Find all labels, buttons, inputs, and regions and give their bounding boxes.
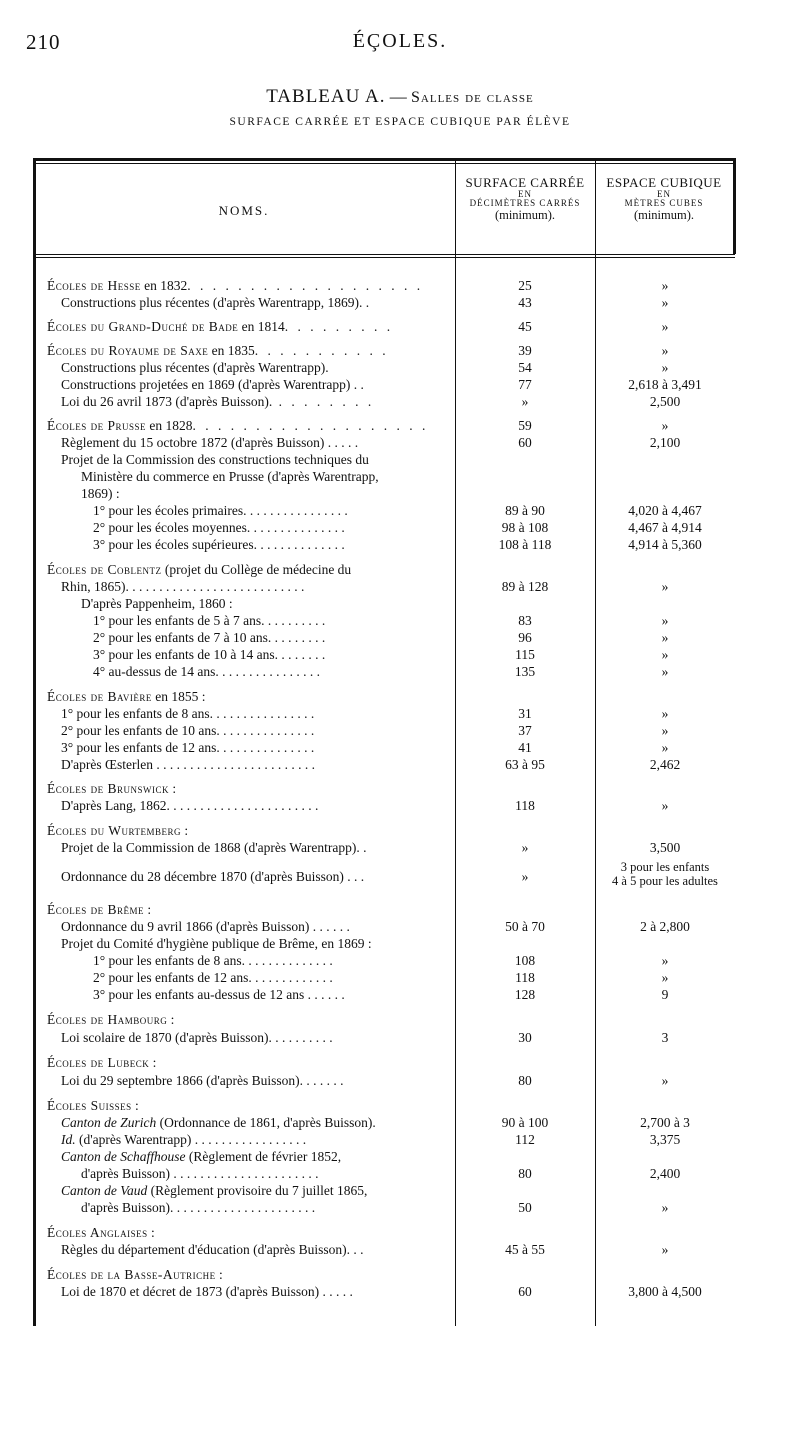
row-text: 2° pour les enfants de 12 ans. . . . . . . . . . . . .	[93, 970, 333, 985]
table-row	[33, 485, 735, 503]
row-italic-label: Id.	[61, 1132, 76, 1147]
table-row	[33, 1097, 735, 1115]
column-header-espace-line3: MÈTRES CUBES	[624, 198, 704, 209]
row-name	[47, 1097, 447, 1115]
header-separator	[33, 254, 735, 255]
row-italic-label: Canton de Schaffhouse	[61, 1149, 186, 1164]
table-row	[33, 612, 735, 630]
column-header-surface-line3: DÉCIMÈTRES CARRÉS	[469, 198, 581, 209]
table-row	[33, 1114, 735, 1132]
espace-value: »	[661, 1200, 669, 1215]
row-name	[81, 485, 447, 503]
row-text: en 1814	[238, 319, 285, 334]
table-row	[33, 1266, 735, 1284]
surface-value: 83	[518, 613, 532, 628]
espace-value: »	[661, 647, 669, 662]
row-text: Constructions plus récentes (d'après Warentrapp).	[61, 360, 329, 375]
header-separator-thin	[33, 257, 735, 258]
table-title-label: TABLEAU A.	[266, 86, 386, 107]
row-heading: Écoles de Bavière	[47, 689, 152, 704]
table-row	[33, 434, 735, 452]
surface-value: 89 à 128	[501, 579, 549, 594]
row-name	[61, 839, 447, 857]
table-caption: SURFACE CARRÉE ET ESPACE CUBIQUE PAR ÉLÈVE	[229, 116, 571, 128]
espace-value: 2 à 2,800	[640, 919, 690, 934]
espace-value-multiline	[595, 860, 735, 888]
surface-value: 43	[518, 295, 532, 310]
surface-value: 63 à 95	[505, 757, 545, 772]
row-name	[61, 918, 447, 936]
row-text: 1° pour les enfants de 8 ans. . . . . . . . . . . . . . . .	[61, 706, 315, 721]
row-text: Ordonnance du 28 décembre 1870 (d'après Buisson) . . .	[61, 869, 365, 884]
column-header-espace-line4: (minimum).	[633, 207, 695, 222]
column-header-surface-line4: (minimum).	[494, 207, 556, 222]
row-heading: Écoles de Brême	[47, 902, 145, 917]
row-name	[47, 561, 447, 579]
row-name	[93, 536, 447, 554]
espace-value: 3,375	[649, 1132, 681, 1147]
surface-value: 98 à 108	[501, 520, 549, 535]
espace-value: »	[661, 798, 669, 813]
row-name	[61, 376, 447, 394]
row-text: 3° pour les enfants de 12 ans. . . . . . . . . . . . . . .	[61, 740, 315, 755]
row-name	[47, 417, 447, 435]
espace-value: 4,467 à 4,914	[628, 520, 702, 535]
row-name	[93, 663, 447, 681]
row-text: 1° pour les enfants de 8 ans. . . . . . . . . . . . . .	[93, 953, 333, 968]
column-header-espace-line1: ESPACE CUBIQUE	[606, 175, 722, 190]
row-text: (Règlement de février 1852,	[185, 1149, 342, 1164]
row-heading: Écoles de Hambourg	[47, 1012, 168, 1027]
column-header-espace-line2: EN	[657, 188, 671, 199]
row-name	[61, 739, 447, 757]
espace-value: »	[661, 295, 669, 310]
row-heading: Écoles de Hesse	[47, 278, 141, 293]
espace-value: 4,914 à 5,360	[628, 537, 702, 552]
row-name	[47, 1011, 447, 1029]
espace-value: »	[661, 278, 669, 293]
surface-value: 135	[514, 664, 536, 679]
espace-value: 2,500	[649, 394, 681, 409]
surface-value: 54	[518, 360, 532, 375]
row-name	[93, 502, 447, 520]
row-text: :	[149, 1055, 157, 1070]
espace-value: »	[661, 418, 669, 433]
row-text: Loi de 1870 et décret de 1873 (d'après Buisson) . . . . .	[61, 1284, 353, 1299]
espace-value: 2,618 à 3,491	[628, 377, 702, 392]
row-name	[47, 1266, 447, 1284]
surface-value: 50 à 70	[505, 919, 545, 934]
espace-value-line: 4 à 5 pour les adultes	[612, 874, 718, 888]
surface-value: 89 à 90	[505, 503, 545, 518]
row-name	[61, 359, 447, 377]
row-text: D'après Œsterlen . . . . . . . . . . . . . . . . . . . . . . . .	[61, 757, 316, 772]
row-leader-dots: . . . . . . . . . . .	[254, 343, 389, 358]
row-heading: Écoles Anglaises	[47, 1225, 148, 1240]
table-row	[33, 294, 735, 312]
column-header-surface-line2: EN	[518, 188, 532, 199]
row-name	[61, 578, 447, 596]
row-text: Constructions plus récentes (d'après Warentrapp, 1869). .	[61, 295, 370, 310]
surface-value: 108 à 118	[498, 537, 552, 552]
table-row	[33, 969, 735, 987]
espace-value: »	[661, 970, 669, 985]
espace-value: »	[661, 343, 669, 358]
row-text: D'après Pappenheim, 1860 :	[81, 596, 233, 611]
espace-value: »	[661, 613, 669, 628]
row-name	[61, 393, 447, 411]
row-name	[81, 1199, 447, 1217]
table-row	[33, 629, 735, 647]
row-heading: Écoles de Lubeck	[47, 1055, 150, 1070]
row-text: 2° pour les enfants de 10 ans. . . . . . . . . . . . . . .	[61, 723, 315, 738]
surface-value: 37	[518, 723, 532, 738]
row-name	[93, 612, 447, 630]
table-row	[33, 1131, 735, 1149]
espace-value: 3,800 à 4,500	[628, 1284, 702, 1299]
espace-value: 2,700 à 3	[640, 1115, 690, 1130]
row-text: Rhin, 1865). . . . . . . . . . . . . . . . . . . . . . . . . . .	[61, 579, 305, 594]
row-name	[47, 277, 447, 295]
surface-value: 115	[515, 647, 535, 662]
row-text: d'après Buisson). . . . . . . . . . . . . . . . . . . . . .	[81, 1200, 316, 1215]
table-row	[33, 502, 735, 520]
table-row	[33, 839, 735, 857]
surface-value: 108	[514, 953, 536, 968]
surface-value: 77	[518, 377, 532, 392]
surface-value: 45	[518, 319, 532, 334]
row-name	[61, 1114, 447, 1132]
row-name	[81, 468, 447, 486]
row-name	[47, 318, 447, 336]
row-text: 1° pour les écoles primaires. . . . . . . . . . . . . . . .	[93, 503, 348, 518]
espace-value: »	[661, 723, 669, 738]
table-title	[0, 86, 800, 108]
table-row	[33, 1011, 735, 1029]
surface-value: 30	[518, 1030, 532, 1045]
row-text: Loi du 29 septembre 1866 (d'après Buisson). . . . . . .	[61, 1073, 344, 1088]
row-text: Constructions projetées en 1869 (d'après Warentrapp) . .	[61, 377, 364, 392]
table-row	[33, 688, 735, 706]
row-name	[61, 294, 447, 312]
row-text: Règlement du 15 octobre 1872 (d'après Buisson) . . . . .	[61, 435, 359, 450]
row-text: Projet de la Commission des constructions techniques du	[61, 452, 369, 467]
row-text: (Règlement provisoire du 7 juillet 1865,	[147, 1183, 368, 1198]
row-text: Ordonnance du 9 avril 1866 (d'après Buisson) . . . . . .	[61, 919, 350, 934]
row-text: 2° pour les enfants de 7 à 10 ans. . . . . . . . .	[93, 630, 326, 645]
row-text: en 1855 :	[151, 689, 206, 704]
row-name	[61, 868, 447, 886]
table-row	[33, 663, 735, 681]
espace-value: 3	[661, 1030, 669, 1045]
table-row	[33, 1029, 735, 1047]
surface-value: 41	[518, 740, 532, 755]
row-text: :	[169, 781, 177, 796]
table-row	[33, 376, 735, 394]
row-name	[61, 1072, 447, 1090]
table-row	[33, 739, 735, 757]
row-italic-label: Canton de Zurich	[61, 1115, 157, 1130]
surface-value: 80	[518, 1166, 532, 1181]
surface-value: 59	[518, 418, 532, 433]
table-row	[33, 822, 735, 840]
row-heading: Écoles du Grand-Duché de Bade	[47, 319, 239, 334]
table-top-rule-thin	[33, 163, 735, 164]
table-row	[33, 901, 735, 919]
table-row	[33, 561, 735, 579]
row-heading: Écoles de Coblentz	[47, 562, 162, 577]
table-row	[33, 722, 735, 740]
table-row	[33, 1182, 735, 1200]
row-name	[93, 952, 447, 970]
row-text: D'après Lang, 1862. . . . . . . . . . . . . . . . . . . . . . .	[61, 798, 319, 813]
row-text: 1869) :	[81, 486, 120, 501]
table-row	[33, 536, 735, 554]
table-row	[33, 756, 735, 774]
row-name	[61, 756, 447, 774]
row-text: 3° pour les enfants de 10 à 14 ans. . . . . . . .	[93, 647, 326, 662]
row-name	[93, 519, 447, 537]
row-name	[61, 1029, 447, 1047]
surface-value: 31	[518, 706, 532, 721]
espace-value: »	[661, 630, 669, 645]
table-row	[33, 393, 735, 411]
table-title-dash: —	[389, 87, 407, 106]
table-row	[33, 595, 735, 613]
table-row	[33, 918, 735, 936]
row-text: 2° pour les écoles moyennes. . . . . . . . . . . . . . .	[93, 520, 345, 535]
table-row	[33, 1148, 735, 1166]
row-text: 3° pour les enfants au-dessus de 12 ans . . . . . .	[93, 987, 345, 1002]
espace-value: »	[661, 319, 669, 334]
row-text: Projet du Comité d'hygiène publique de Brême, en 1869 :	[61, 936, 372, 951]
row-name	[93, 629, 447, 647]
row-name	[61, 705, 447, 723]
row-text: en 1832	[140, 278, 188, 293]
row-name	[61, 1283, 447, 1301]
surface-value: 112	[515, 1132, 535, 1147]
espace-value: 2,400	[649, 1166, 681, 1181]
row-name	[47, 901, 447, 919]
row-text: Règles du département d'éducation (d'après Buisson). . .	[61, 1242, 364, 1257]
espace-value: »	[661, 1073, 669, 1088]
table-row	[33, 1165, 735, 1183]
espace-value: »	[661, 1242, 669, 1257]
column-header-surface	[455, 176, 595, 222]
row-text: (Ordonnance de 1861, d'après Buisson).	[156, 1115, 376, 1130]
table-row	[33, 342, 735, 360]
row-heading: Écoles du Royaume de Saxe	[47, 343, 209, 358]
row-italic-label: Canton de Vaud	[61, 1183, 148, 1198]
row-text: d'après Buisson) . . . . . . . . . . . . . . . . . . . . . .	[81, 1166, 319, 1181]
row-text: :	[131, 1098, 139, 1113]
table-row	[33, 1054, 735, 1072]
surface-value: 45 à 55	[505, 1242, 545, 1257]
espace-value: 2,462	[649, 757, 681, 772]
table-row	[33, 1241, 735, 1259]
table-row	[33, 578, 735, 596]
table-subtitle: Salles de classe	[411, 89, 534, 106]
table-row	[33, 1224, 735, 1242]
row-text: (projet du Collège de médecine du	[161, 562, 352, 577]
table-top-rule	[33, 158, 735, 161]
row-text: :	[147, 1225, 155, 1240]
espace-value: »	[661, 579, 669, 594]
row-leader-dots: . . . . . . . . .	[284, 319, 394, 334]
espace-value-line: 3 pour les enfants	[620, 860, 710, 874]
surface-value: 80	[518, 1073, 532, 1088]
row-name	[47, 1054, 447, 1072]
row-text: Projet de la Commission de 1868 (d'après Warentrapp). .	[61, 840, 367, 855]
surface-value: 60	[518, 435, 532, 450]
surface-value: 128	[514, 987, 536, 1002]
data-table	[33, 158, 735, 1326]
table-row	[33, 860, 735, 888]
table-row	[33, 359, 735, 377]
espace-value: »	[661, 740, 669, 755]
row-name	[61, 1182, 447, 1200]
row-name	[61, 1241, 447, 1259]
row-heading: Écoles de la Basse-Autriche	[47, 1267, 216, 1282]
page-number: 210	[26, 30, 61, 54]
surface-value: 118	[515, 798, 535, 813]
row-name	[81, 595, 447, 613]
table-row	[33, 780, 735, 798]
row-text: 4° au-dessus de 14 ans. . . . . . . . . . . . . . . .	[93, 664, 321, 679]
row-text: en 1835	[208, 343, 255, 358]
table-row	[33, 417, 735, 435]
row-leader-dots: . . . . . . . .	[272, 394, 375, 409]
espace-value: »	[661, 706, 669, 721]
table-row	[33, 318, 735, 336]
row-text: Ministère du commerce en Prusse (d'après Warentrapp,	[81, 469, 379, 484]
row-name	[93, 646, 447, 664]
row-heading: Écoles du Wurtemberg	[47, 823, 181, 838]
table-row	[33, 277, 735, 295]
row-leader-dots: . . . . . . . . . . . . . . . . . . .	[192, 418, 429, 433]
row-heading: Écoles de Prusse	[47, 418, 147, 433]
espace-value: »	[661, 664, 669, 679]
row-text: :	[167, 1012, 175, 1027]
row-name	[61, 434, 447, 452]
row-text: 1° pour les enfants de 5 à 7 ans. . . . . . . . . .	[93, 613, 326, 628]
surface-value: 60	[518, 1284, 532, 1299]
table-row	[33, 935, 735, 953]
column-header-surface-line1: SURFACE CARRÉE	[465, 175, 585, 190]
espace-value: 4,020 à 4,467	[628, 503, 702, 518]
table-row	[33, 705, 735, 723]
table-row	[33, 1283, 735, 1301]
running-title: ÉÇOLES.	[352, 30, 448, 52]
espace-value: »	[661, 953, 669, 968]
row-name	[61, 1131, 447, 1149]
table-row	[33, 519, 735, 537]
row-text: (d'après Warentrapp) . . . . . . . . . . . . . . . . .	[75, 1132, 307, 1147]
row-name	[61, 797, 447, 815]
row-name	[47, 342, 447, 360]
surface-value: 118	[515, 970, 535, 985]
surface-value: »	[521, 840, 529, 855]
row-leader-dots: . . . . . . . . . . . . . . . . . . .	[187, 278, 424, 293]
row-name	[61, 935, 447, 953]
table-row	[33, 468, 735, 486]
row-name	[61, 451, 447, 469]
table-right-rule	[733, 158, 736, 254]
espace-value: 3,500	[649, 840, 681, 855]
espace-value: 9	[661, 987, 669, 1002]
row-name	[47, 1224, 447, 1242]
surface-value: 96	[518, 630, 532, 645]
column-header-noms: NOMS.	[218, 203, 270, 218]
row-heading: Écoles de Brunswick	[47, 781, 170, 796]
table-row	[33, 1072, 735, 1090]
row-text: 3° pour les écoles supérieures. . . . . . . . . . . . . .	[93, 537, 345, 552]
table-row	[33, 646, 735, 664]
row-name	[93, 986, 447, 1004]
row-name	[47, 822, 447, 840]
row-text: :	[144, 902, 152, 917]
row-name	[47, 688, 447, 706]
table-row	[33, 1199, 735, 1217]
row-text: Loi scolaire de 1870 (d'après Buisson). . . . . . . . . .	[61, 1030, 333, 1045]
table-row	[33, 952, 735, 970]
row-text: :	[215, 1267, 223, 1282]
row-name	[61, 1148, 447, 1166]
surface-value: 50	[518, 1200, 532, 1215]
row-name	[47, 780, 447, 798]
espace-value: »	[661, 360, 669, 375]
surface-value: 90 à 100	[501, 1115, 549, 1130]
row-heading: Écoles Suisses	[47, 1098, 132, 1113]
row-name	[93, 969, 447, 987]
surface-value: »	[521, 869, 529, 884]
table-row	[33, 797, 735, 815]
surface-value: 25	[518, 278, 532, 293]
table-row	[33, 451, 735, 469]
surface-value: 39	[518, 343, 532, 358]
column-header-espace	[595, 176, 733, 222]
row-text: Loi du 26 avril 1873 (d'après Buisson).	[61, 394, 273, 409]
surface-value: »	[521, 394, 529, 409]
row-name	[61, 722, 447, 740]
row-text: :	[180, 823, 189, 838]
row-text: en 1828	[146, 418, 193, 433]
espace-value: 2,100	[649, 435, 681, 450]
table-row	[33, 986, 735, 1004]
row-name	[81, 1165, 447, 1183]
